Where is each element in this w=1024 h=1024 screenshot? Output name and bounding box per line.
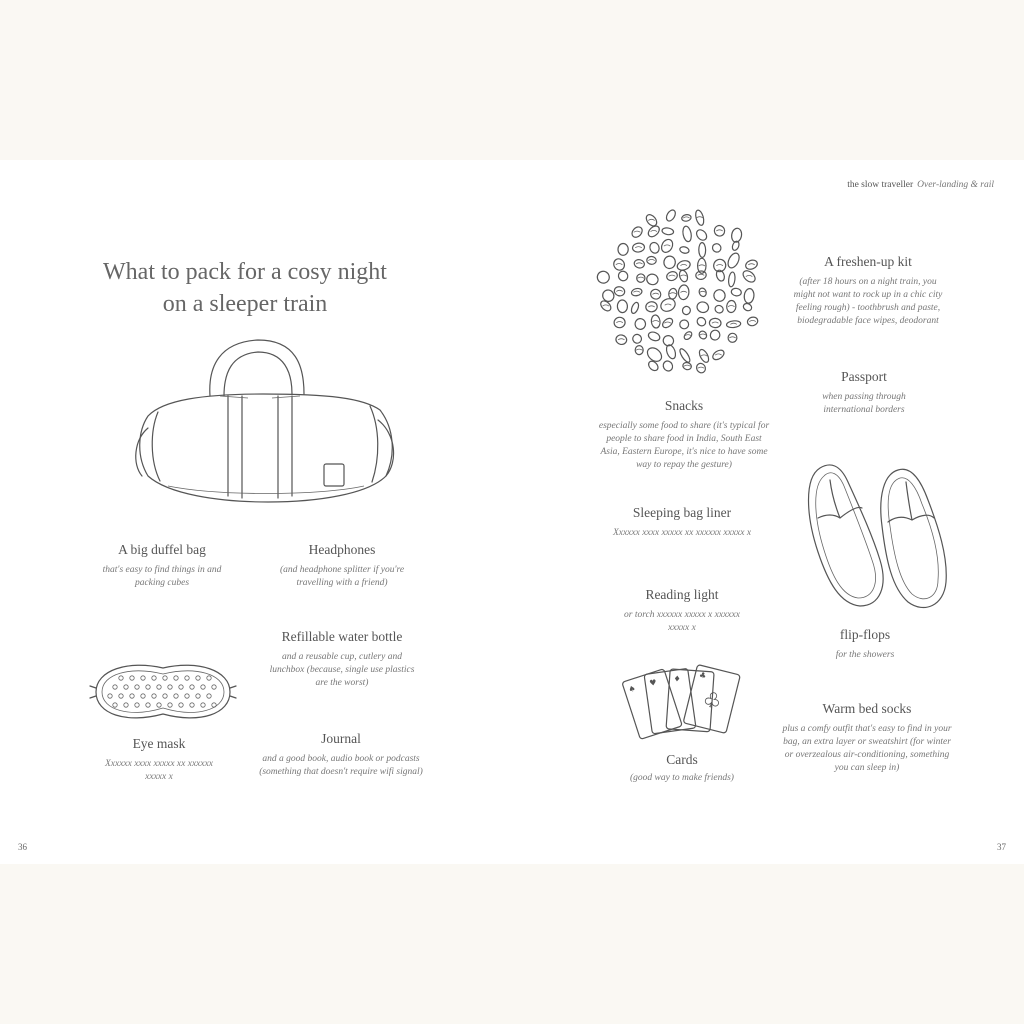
item-sleeping-bag-liner: [612, 505, 752, 540]
duffel-bag-icon: [128, 336, 398, 508]
item-note: or torch xxxxxx xxxxx x xxxxxx xxxxx x: [624, 610, 740, 633]
svg-text:♦: ♦: [673, 674, 682, 684]
item-duffel: [96, 542, 228, 590]
item-heading: Refillable water bottle: [281, 629, 403, 644]
running-head: [847, 180, 994, 190]
item-heading: Snacks: [664, 398, 704, 413]
svg-text:♣: ♣: [698, 670, 708, 681]
item-cards: [620, 752, 744, 785]
item-note: (and headphone splitter if you're travelling with a friend): [279, 565, 405, 588]
item-heading: Reading light: [645, 587, 719, 602]
item-note: especially some food to share (it's typical for people to share food in India, South East Asia, Eastern Europe, it's nice to have some way to repay the gesture): [598, 421, 770, 470]
item-heading: Warm bed socks: [822, 701, 912, 716]
playing-cards-icon: [627, 660, 734, 746]
item-note: Xxxxxx xxxx xxxxx xx xxxxxx xxxxx x: [104, 759, 214, 782]
section-name: Over-landing & rail: [917, 180, 994, 190]
item-warm-bed-socks: [782, 701, 952, 775]
item-note: (good way to make friends): [630, 773, 734, 783]
item-note: (after 18 hours on a night train, you might not want to rock up in a chic city feeling rough) - toothbrush and paste, biodegradable face wipes, deodorant: [793, 277, 943, 326]
item-snacks: [598, 398, 770, 472]
flip-flops-icon: [806, 456, 952, 614]
item-note: and a reusable cup, cutlery and lunchbox (because, single use plastics are the worst): [269, 652, 415, 688]
book-spread: [0, 160, 1024, 864]
book-name: the slow traveller: [847, 180, 914, 190]
page-title: What to pack for a cosy night on a sleeper train: [103, 259, 387, 317]
item-heading: Eye mask: [132, 736, 186, 751]
item-note: when passing through international borders: [822, 392, 906, 415]
item-headphones: [272, 542, 412, 590]
svg-text:♠: ♠: [627, 683, 637, 695]
item-heading: A freshen-up kit: [824, 254, 912, 269]
eye-mask-icon: [88, 652, 238, 732]
item-heading: Headphones: [308, 542, 376, 557]
item-note: plus a comfy outfit that's easy to find in your bag, an extra layer or sweatshirt (for winter or overzealous air-conditioning, something you can sleep in): [782, 724, 952, 773]
svg-text:♥: ♥: [648, 677, 658, 688]
item-heading: Cards: [666, 752, 698, 767]
item-note: that's easy to find things in and packing cubes: [102, 565, 222, 588]
item-water-bottle: [266, 629, 418, 690]
item-note: for the showers: [835, 650, 895, 660]
item-flip-flops: [800, 627, 930, 662]
item-eye-mask: [94, 736, 224, 784]
page-number-right: 37: [997, 842, 1006, 852]
item-heading: Sleeping bag liner: [632, 505, 732, 520]
page-number-left: 36: [18, 842, 27, 852]
item-heading: Journal: [321, 731, 361, 746]
item-heading: Passport: [841, 369, 887, 384]
item-passport: [800, 369, 928, 417]
item-note: Xxxxxx xxxx xxxxx xx xxxxxx xxxxx x: [612, 528, 752, 538]
item-reading-light: [614, 587, 750, 635]
item-note: and a good book, audio book or podcasts (something that doesn't require wifi signal): [259, 754, 423, 777]
item-freshen-up-kit: [788, 254, 948, 328]
svg-text:♣: ♣: [700, 686, 725, 714]
item-heading: A big duffel bag: [118, 542, 206, 557]
item-heading: flip-flops: [839, 627, 891, 642]
snacks-nuts-icon: [592, 202, 770, 380]
item-journal: [254, 731, 428, 779]
